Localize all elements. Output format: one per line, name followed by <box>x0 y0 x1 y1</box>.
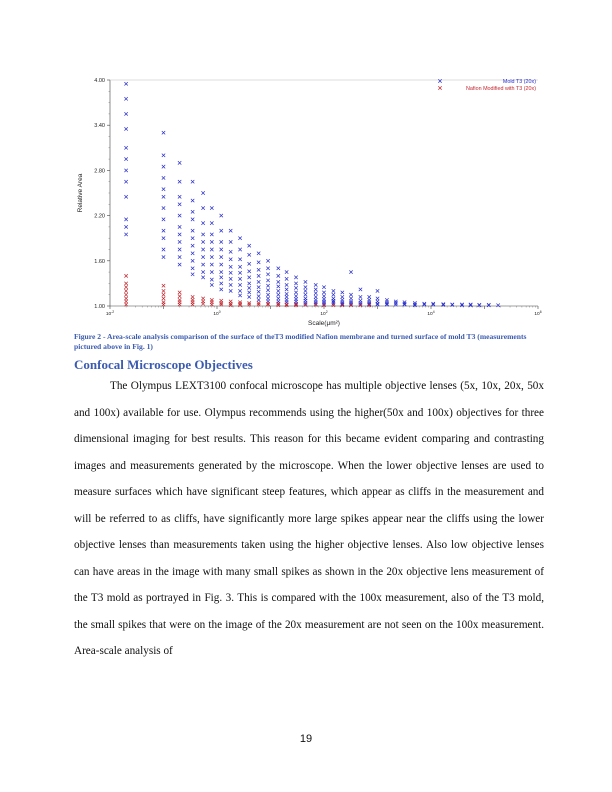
mold-t3-point <box>162 188 165 191</box>
mold-t3-point <box>210 278 213 281</box>
mold-t3-point <box>257 295 260 298</box>
mold-t3-point <box>162 255 165 258</box>
mold-t3-point <box>162 237 165 240</box>
mold-t3-point <box>124 218 127 221</box>
nafion-t3-point <box>162 293 165 296</box>
mold-t3-point <box>178 233 181 236</box>
mold-t3-point <box>220 248 223 251</box>
figure-caption: Figure 2 - Area-scale analysis comparison of the surface of theT3 modified Nafion membrane and turned surface of mold T3 (measurements pictured above in Fig. 1) <box>74 332 527 351</box>
mold-t3-point <box>229 283 232 286</box>
mold-t3-point <box>201 221 204 224</box>
nafion-t3-point <box>124 303 127 306</box>
x-tick-label: $10^0$ <box>213 310 221 317</box>
mold-t3-point <box>238 277 241 280</box>
nafion-t3-point <box>201 297 204 300</box>
x-tick-label: $10^{-2}$ <box>105 310 115 317</box>
mold-t3-point <box>277 274 280 277</box>
mold-t3-point <box>178 161 181 164</box>
x-ticks <box>106 306 542 317</box>
mold-t3-point <box>238 248 241 251</box>
mold-t3-point <box>201 255 204 258</box>
mold-t3-point <box>257 274 260 277</box>
nafion-t3-point <box>178 303 181 306</box>
mold-t3-point <box>248 253 251 256</box>
body-text <box>74 373 544 665</box>
mold-t3-point <box>238 265 241 268</box>
mold-t3-point <box>191 218 194 221</box>
mold-t3-point <box>349 297 352 300</box>
mold-t3-point <box>304 285 307 288</box>
mold-t3-point <box>124 82 127 85</box>
mold-t3-point <box>124 225 127 228</box>
mold-t3-point <box>285 270 288 273</box>
mold-t3-point <box>124 146 127 149</box>
mold-t3-point <box>376 297 379 300</box>
nafion-t3-point <box>162 289 165 292</box>
mold-t3-point <box>229 277 232 280</box>
mold-t3-point <box>238 237 241 240</box>
mold-t3-point <box>294 276 297 279</box>
legend-marker <box>438 86 441 89</box>
mold-t3-point <box>304 289 307 292</box>
plot-area <box>110 80 538 306</box>
mold-t3-point <box>124 169 127 172</box>
mold-t3-point <box>191 199 194 202</box>
mold-t3-point <box>220 240 223 243</box>
mold-t3-point <box>162 218 165 221</box>
mold-t3-point <box>191 259 194 262</box>
scatter-marks <box>124 79 499 307</box>
mold-t3-point <box>124 157 127 160</box>
mold-t3-point <box>285 295 288 298</box>
legend-label: Nafion Modified with T3 (20x) <box>465 86 536 92</box>
mold-t3-point <box>201 191 204 194</box>
mold-t3-point <box>294 286 297 289</box>
mold-t3-point <box>201 276 204 279</box>
mold-t3-point <box>220 282 223 285</box>
mold-t3-point <box>314 288 317 291</box>
mold-t3-point <box>341 291 344 294</box>
mold-t3-point <box>277 289 280 292</box>
mold-t3-point <box>294 295 297 298</box>
nafion-t3-point <box>124 300 127 303</box>
mold-t3-point <box>238 294 241 297</box>
mold-t3-point <box>248 286 251 289</box>
mold-t3-point <box>257 298 260 301</box>
nafion-t3-point <box>124 282 127 285</box>
mold-t3-point <box>220 214 223 217</box>
nafion-t3-point <box>124 293 127 296</box>
mold-t3-point <box>162 248 165 251</box>
section-heading: Confocal Microscope Objectives <box>74 357 253 372</box>
nafion-t3-point <box>201 302 204 305</box>
mold-t3-point <box>257 280 260 283</box>
mold-t3-point <box>201 270 204 273</box>
mold-t3-point <box>304 293 307 296</box>
mold-t3-point <box>257 290 260 293</box>
mold-t3-point <box>162 206 165 209</box>
mold-t3-point <box>229 271 232 274</box>
mold-t3-point <box>124 112 127 115</box>
mold-t3-point <box>124 180 127 183</box>
mold-t3-point <box>178 263 181 266</box>
y-axis-label: Relative Area <box>77 173 84 213</box>
mold-t3-point <box>191 237 194 240</box>
mold-t3-point <box>229 240 232 243</box>
mold-t3-point <box>266 288 269 291</box>
mold-t3-point <box>349 270 352 273</box>
mold-t3-point <box>248 262 251 265</box>
mold-t3-point <box>220 255 223 258</box>
mold-t3-point <box>248 244 251 247</box>
mold-t3-point <box>210 270 213 273</box>
mold-t3-point <box>191 229 194 232</box>
mold-t3-point <box>210 283 213 286</box>
body-paragraph: The Olympus LEXT3100 confocal microscope has multiple objective lenses (5x, 10x, 20x, 50x and 100x) available for use. Olympus recommends using the higher(50x and 100x) objectives for three dimensional imaging for best results. This reason for this became evident comparing and contrasting images and measurements generated by the microscope. When the lower objective lenses are used to measure surfaces which have significant steep features, which appear as cliffs in the measurement and will be referred to as cliffs, have significantly more large spikes appear near the cliffs using the lower objective lenses than measurements taken using the higher objective lenses. Also low objective lenses can have areas in the image with many small spikes as shown in the 20x objective lens measurement of the T3 mold as portrayed in Fig. 3. This is compared with the 100x measurement, also of the T3 mold, the small spikes that were on the image of the 20x measurement are not seen on the 100x measurement. Area-scale analysis of <box>74 380 544 657</box>
mold-t3-point <box>322 285 325 288</box>
y-tick-label: 1.60 <box>94 258 105 265</box>
mold-t3-point <box>124 195 127 198</box>
mold-t3-point <box>266 259 269 262</box>
mold-t3-point <box>314 291 317 294</box>
mold-t3-point <box>191 210 194 213</box>
mold-t3-point <box>162 154 165 157</box>
mold-t3-point <box>266 297 269 300</box>
legend-label: Mold T3 (20x) <box>502 79 536 85</box>
mold-t3-point <box>220 276 223 279</box>
x-tick-label: $10^6$ <box>534 310 542 317</box>
y-ticks <box>94 78 110 310</box>
mold-t3-point <box>210 221 213 224</box>
mold-t3-point <box>210 240 213 243</box>
mold-t3-point <box>191 252 194 255</box>
mold-t3-point <box>162 165 165 168</box>
mold-t3-point <box>201 240 204 243</box>
mold-t3-point <box>487 304 490 307</box>
nafion-t3-point <box>191 295 194 298</box>
mold-t3-point <box>238 271 241 274</box>
mold-t3-point <box>229 265 232 268</box>
mold-t3-point <box>322 291 325 294</box>
mold-t3-point <box>496 304 499 307</box>
mold-t3-point <box>257 252 260 255</box>
mold-t3-point <box>314 295 317 298</box>
mold-t3-point <box>178 195 181 198</box>
mold-t3-point <box>257 285 260 288</box>
x-axis-label: Scale(μm²) <box>308 320 340 327</box>
mold-t3-point <box>359 295 362 298</box>
y-tick-label: 2.20 <box>94 213 105 220</box>
mold-t3-point <box>248 291 251 294</box>
mold-t3-point <box>266 267 269 270</box>
mold-t3-point <box>229 258 232 261</box>
mold-t3-point <box>277 280 280 283</box>
mold-t3-point <box>266 273 269 276</box>
mold-t3-point <box>294 291 297 294</box>
chart-legend <box>466 79 536 92</box>
mold-t3-point <box>314 283 317 286</box>
mold-t3-point <box>359 288 362 291</box>
mold-t3-point <box>285 277 288 280</box>
mold-t3-point <box>257 261 260 264</box>
mold-t3-point <box>178 240 181 243</box>
mold-t3-point <box>220 288 223 291</box>
mold-t3-point <box>201 233 204 236</box>
mold-t3-point <box>124 97 127 100</box>
y-tick-label: 2.80 <box>94 168 105 175</box>
mold-t3-point <box>220 263 223 266</box>
y-tick-label: 3.40 <box>94 123 105 130</box>
mold-t3-point <box>248 282 251 285</box>
x-tick-label: $10^2$ <box>320 310 328 317</box>
mold-t3-point <box>229 229 232 232</box>
mold-t3-point <box>178 214 181 217</box>
mold-t3-point <box>191 244 194 247</box>
mold-t3-point <box>191 267 194 270</box>
nafion-t3-point <box>210 303 213 306</box>
nafion-t3-point <box>191 303 194 306</box>
mold-t3-point <box>248 295 251 298</box>
mold-t3-point <box>162 176 165 179</box>
mold-t3-point <box>248 270 251 273</box>
nafion-t3-point <box>124 289 127 292</box>
mold-t3-point <box>277 297 280 300</box>
nafion-t3-point <box>178 291 181 294</box>
mold-t3-point <box>248 276 251 279</box>
mold-t3-point <box>191 273 194 276</box>
nafion-t3-point <box>162 284 165 287</box>
mold-t3-point <box>210 206 213 209</box>
mold-t3-point <box>285 292 288 295</box>
mold-t3-point <box>201 206 204 209</box>
mold-t3-point <box>266 284 269 287</box>
mold-t3-point <box>238 289 241 292</box>
mold-t3-point <box>277 285 280 288</box>
nafion-t3-point <box>178 295 181 298</box>
mold-t3-point <box>201 248 204 251</box>
mold-t3-point <box>285 288 288 291</box>
mold-t3-point <box>341 295 344 298</box>
mold-t3-point <box>266 279 269 282</box>
mold-t3-point <box>124 233 127 236</box>
nafion-t3-point <box>124 285 127 288</box>
mold-t3-point <box>201 263 204 266</box>
mold-t3-point <box>210 263 213 266</box>
mold-t3-point <box>257 268 260 271</box>
mold-t3-point <box>162 131 165 134</box>
page-number: 19 <box>299 733 313 745</box>
mold-t3-point <box>178 255 181 258</box>
mold-t3-point <box>349 293 352 296</box>
mold-t3-point <box>210 233 213 236</box>
mold-t3-point <box>210 255 213 258</box>
mold-t3-point <box>294 282 297 285</box>
mold-t3-point <box>277 293 280 296</box>
mold-t3-point <box>322 295 325 298</box>
mold-t3-point <box>229 250 232 253</box>
y-tick-label: 1.00 <box>94 304 105 310</box>
mold-t3-point <box>191 180 194 183</box>
mold-t3-point <box>178 248 181 251</box>
nafion-t3-point <box>124 274 127 277</box>
mold-t3-point <box>162 229 165 232</box>
mold-t3-point <box>266 293 269 296</box>
mold-t3-point <box>368 295 371 298</box>
nafion-t3-point <box>162 297 165 300</box>
mold-t3-point <box>178 203 181 206</box>
nafion-t3-point <box>162 303 165 306</box>
mold-t3-point <box>220 229 223 232</box>
y-tick-label: 4.00 <box>94 78 105 84</box>
mold-t3-point <box>210 248 213 251</box>
mold-t3-point <box>162 195 165 198</box>
area-scale-chart <box>70 70 550 330</box>
nafion-t3-point <box>124 297 127 300</box>
mold-t3-point <box>332 293 335 296</box>
mold-t3-point <box>229 289 232 292</box>
mold-t3-point <box>332 289 335 292</box>
mold-t3-point <box>238 258 241 261</box>
mold-t3-point <box>376 289 379 292</box>
mold-t3-point <box>178 225 181 228</box>
mold-t3-point <box>277 267 280 270</box>
mold-t3-point <box>238 283 241 286</box>
mold-t3-point <box>220 270 223 273</box>
x-tick-label: $10^4$ <box>427 310 435 317</box>
mold-t3-point <box>178 180 181 183</box>
mold-t3-point <box>285 283 288 286</box>
mold-t3-point <box>304 280 307 283</box>
mold-t3-point <box>124 127 127 130</box>
